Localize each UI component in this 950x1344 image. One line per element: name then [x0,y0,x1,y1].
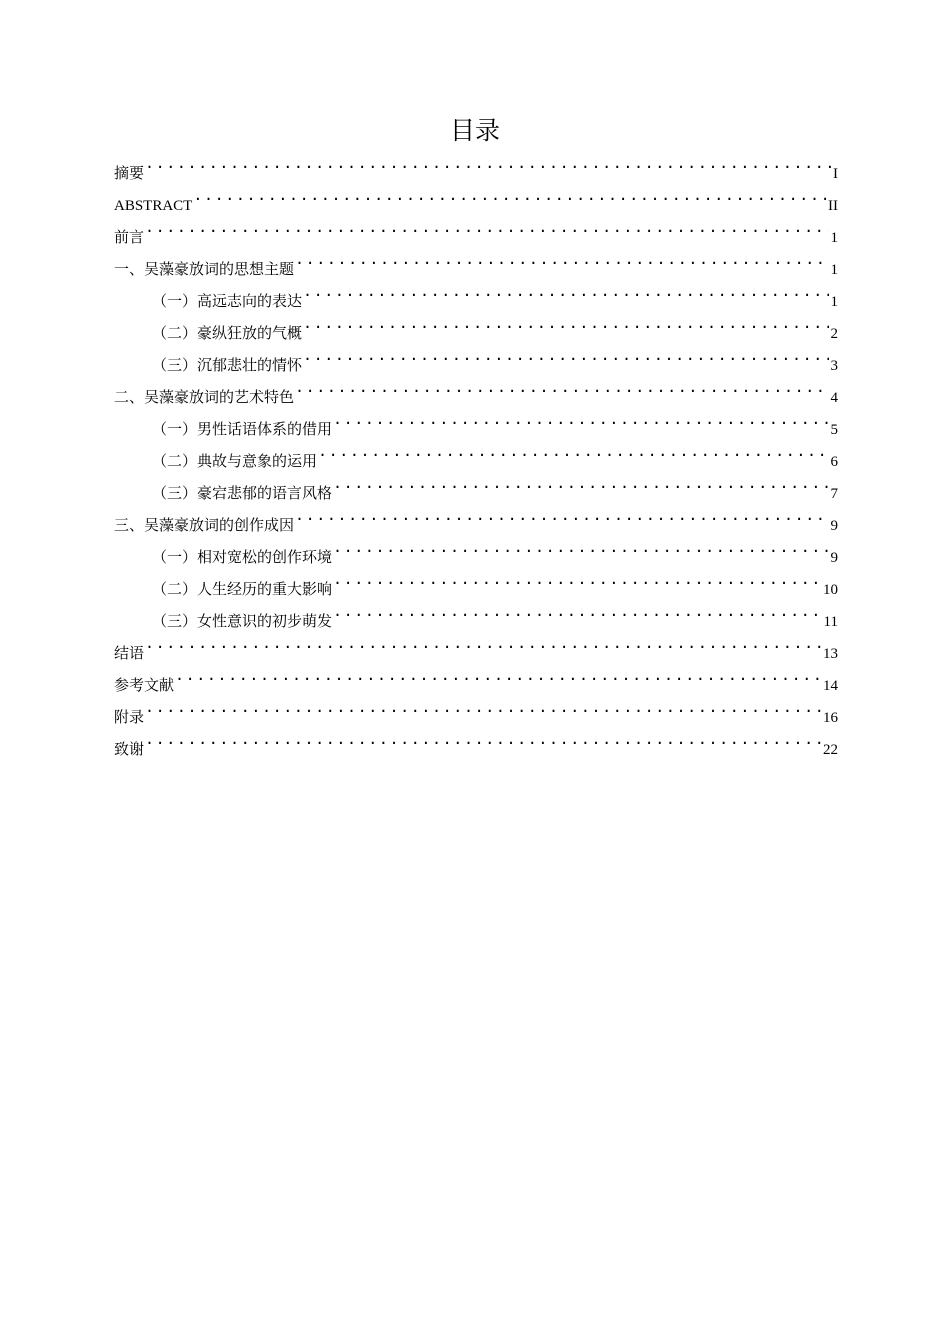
toc-leader-dots [145,724,821,754]
toc-entry-page: I [833,166,838,182]
toc-entry[interactable] [114,244,838,276]
toc-entry-label: 参考文献 [114,676,175,694]
toc-entry-label: （二）豪纵狂放的气概 [152,324,303,342]
toc-entry-page: 9 [830,550,838,566]
toc-entry-label: 二、吴藻豪放词的艺术特色 [114,388,295,406]
toc-entry-label: 结语 [114,644,145,662]
toc-entry-label: 一、吴藻豪放词的思想主题 [114,260,295,278]
toc-leader-dots [145,628,821,658]
toc-list [114,148,838,756]
toc-entry-label: （三）豪宕悲郁的语言风格 [152,484,333,502]
toc-leader-dots [145,212,828,242]
toc-entry[interactable] [114,148,838,180]
toc-entry-label: 致谢 [114,740,145,758]
toc-leader-dots [295,244,828,274]
toc-entry-page: 1 [830,262,838,278]
toc-leader-dots [295,372,828,402]
toc-leader-dots [145,148,831,178]
toc-leader-dots [175,660,821,690]
toc-entry[interactable] [114,724,838,756]
toc-entry-page: 13 [823,646,838,662]
toc-entry[interactable] [114,180,838,212]
toc-leader-dots [333,564,821,594]
toc-leader-dots [318,436,828,466]
toc-entry-page: 14 [823,678,838,694]
toc-title: 目录 [449,116,500,145]
toc-entry-page: 22 [823,742,838,758]
toc-entry-page: 16 [823,710,838,726]
toc-entry-label: ABSTRACT [114,198,193,214]
toc-leader-dots [303,308,828,338]
toc-entry-label: 三、吴藻豪放词的创作成因 [114,516,295,534]
toc-entry-page: 7 [830,486,838,502]
toc-entry[interactable] [114,660,838,692]
toc-entry[interactable] [114,212,838,244]
toc-entry-page: II [828,198,838,214]
toc-entry-page: 4 [830,390,838,406]
toc-entry-label: （二）典故与意象的运用 [152,452,318,470]
toc-leader-dots [193,180,826,210]
toc-entry-label: （一）男性话语体系的借用 [152,420,333,438]
toc-leader-dots [145,692,821,722]
toc-leader-dots [303,340,828,370]
toc-entry-label: 前言 [114,228,145,246]
toc-entry-label: （三）女性意识的初步萌发 [152,612,333,630]
toc-entry-label: （三）沉郁悲壮的情怀 [152,356,303,374]
toc-leader-dots [303,276,828,306]
toc-entry-label: 附录 [114,708,145,726]
toc-entry-page: 1 [830,294,838,310]
toc-entry-page: 6 [830,454,838,470]
toc-entry-label: 摘要 [114,164,145,182]
toc-entry-page: 5 [830,422,838,438]
toc-entry-page: 11 [823,614,838,630]
toc-entry-page: 2 [830,326,838,342]
toc-entry-page: 1 [830,230,838,246]
toc-entry-label: （二）人生经历的重大影响 [152,580,333,598]
toc-entry-label: （一）高远志向的表达 [152,292,303,310]
toc-entry-page: 10 [823,582,838,598]
toc-entry-label: （一）相对宽松的创作环境 [152,548,333,566]
toc-entry-page: 3 [830,358,838,374]
toc-entry-page: 9 [830,518,838,534]
toc-entry[interactable] [114,692,838,724]
toc-leader-dots [333,596,822,626]
toc-leader-dots [295,500,828,530]
toc-leader-dots [333,404,828,434]
toc-entry[interactable] [114,628,838,660]
toc-leader-dots [333,532,828,562]
toc-leader-dots [333,468,828,498]
